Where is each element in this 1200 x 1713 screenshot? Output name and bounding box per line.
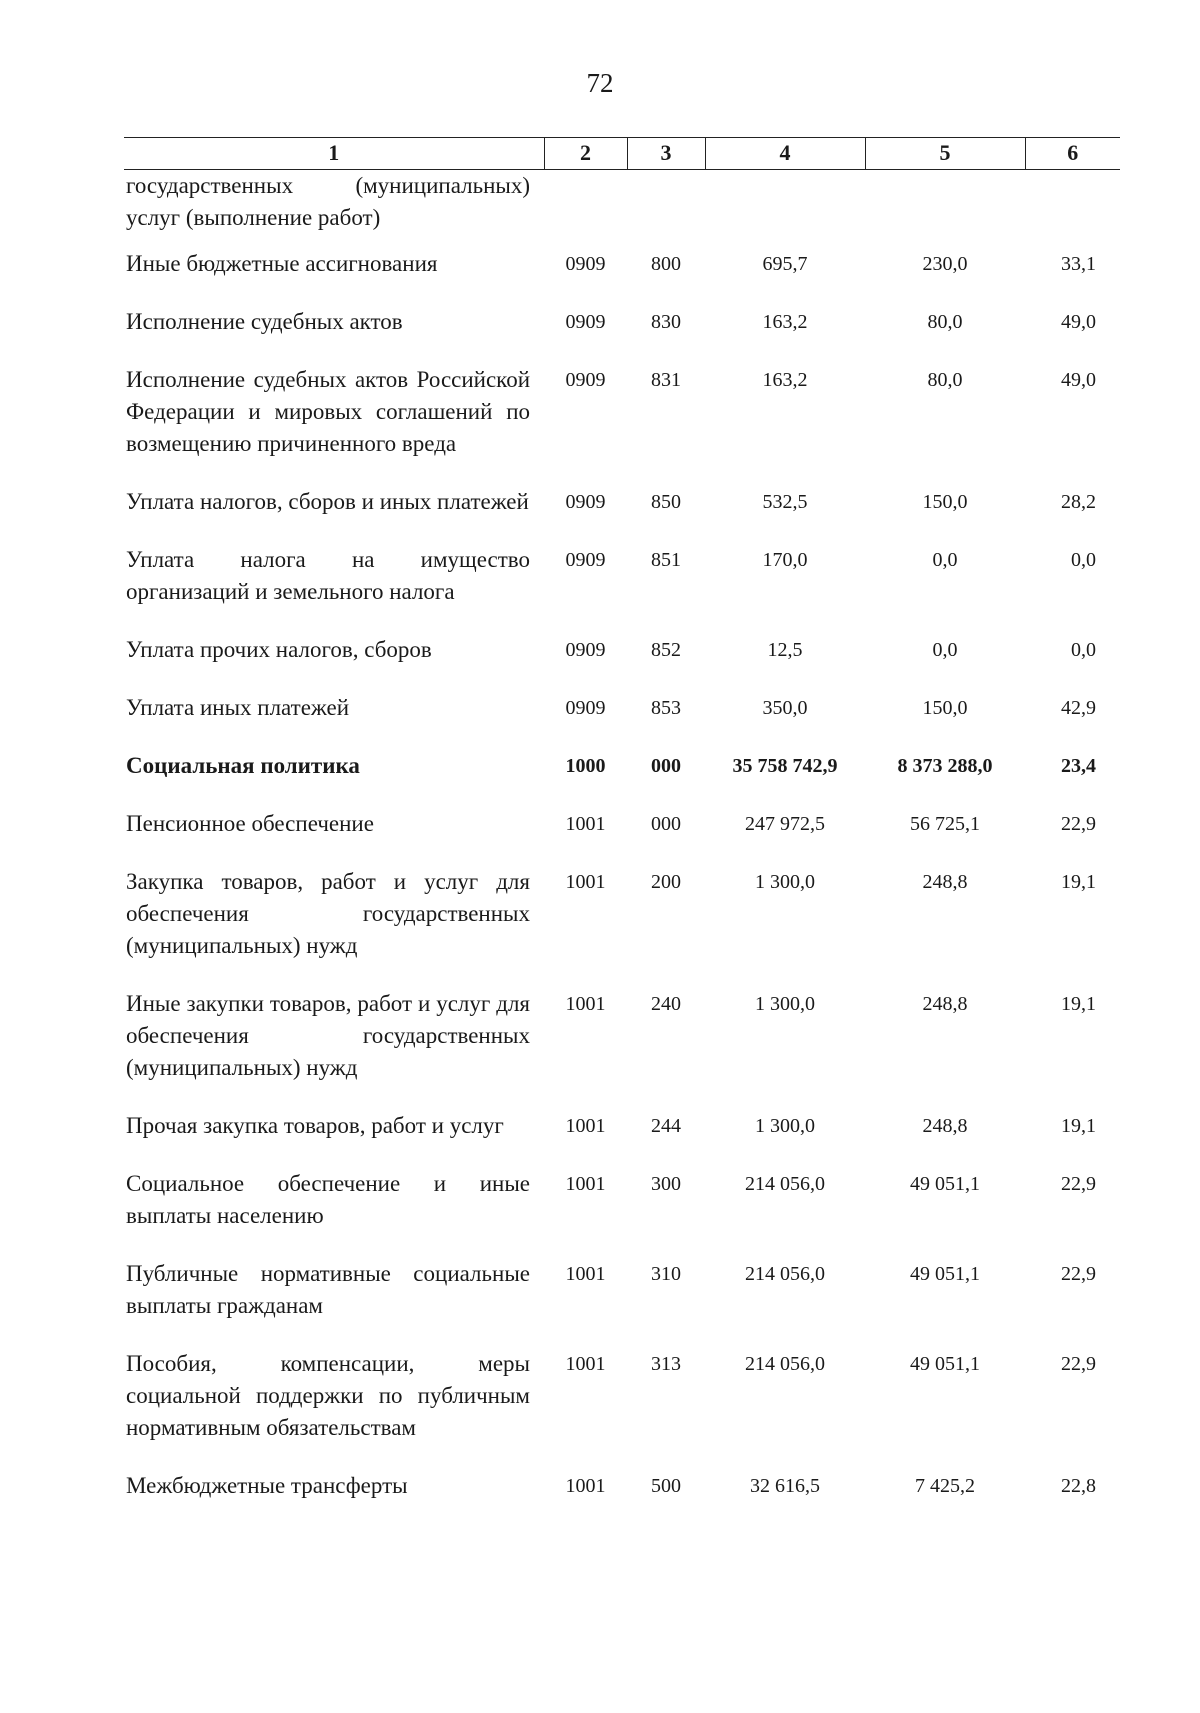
section-code: 0909: [565, 253, 606, 275]
table-row: [124, 1258, 1120, 1348]
table-row: [124, 248, 1120, 306]
plan-value: 350,0: [762, 697, 808, 719]
table-row: [124, 306, 1120, 364]
section-code: 0909: [565, 549, 606, 571]
plan-value: 12,5: [767, 639, 803, 661]
table-row: [124, 692, 1120, 750]
percent-value: [1025, 170, 1120, 249]
column-header: 3: [627, 138, 705, 170]
table-row: [124, 988, 1120, 1110]
section-code: 1001: [565, 1475, 606, 1497]
row-name: Иные бюджетные ассигнования: [126, 251, 438, 276]
expense-type-code: 850: [651, 491, 681, 513]
column-header: 1: [124, 138, 544, 170]
plan-value: 163,2: [762, 369, 808, 391]
expense-type-code: 244: [651, 1115, 681, 1137]
table-row: [124, 364, 1120, 486]
expense-type-code: 800: [651, 253, 681, 275]
percent-value: 23,4: [1061, 755, 1096, 777]
expense-type-code: 500: [651, 1475, 681, 1497]
actual-value: 230,0: [922, 253, 968, 275]
plan-value: 695,7: [762, 253, 808, 275]
expense-type-code: 310: [651, 1263, 681, 1285]
section-code: 0909: [565, 311, 606, 333]
column-header: 4: [705, 138, 865, 170]
expense-type-code: 240: [651, 993, 681, 1015]
percent-value: 19,1: [1061, 993, 1096, 1015]
table-row: [124, 808, 1120, 866]
table-row: [124, 1470, 1120, 1528]
expense-type-code: 830: [651, 311, 681, 333]
row-name: Социальное обеспечение и иные выплаты населению: [126, 1171, 530, 1228]
column-header: 2: [544, 138, 627, 170]
budget-table: [124, 137, 1120, 1528]
expense-type-code: [627, 170, 705, 249]
row-name: Межбюджетные трансферты: [126, 1473, 408, 1498]
actual-value: 49 051,1: [910, 1173, 980, 1195]
row-name: Публичные нормативные социальные выплаты гражданам: [126, 1261, 530, 1318]
row-name: Исполнение судебных актов: [126, 309, 403, 334]
section-code: 0909: [565, 369, 606, 391]
row-name: государственных (муниципальных) услуг (выполнение работ): [126, 173, 530, 230]
section-code: 1001: [565, 993, 606, 1015]
plan-value: 35 758 742,9: [732, 755, 838, 777]
expense-type-code: 851: [651, 549, 681, 571]
table-row: [124, 170, 1120, 249]
actual-value: 8 373 288,0: [897, 755, 993, 777]
plan-value: 247 972,5: [745, 813, 825, 835]
expense-type-code: 200: [651, 871, 681, 893]
section-code: 0909: [565, 639, 606, 661]
percent-value: 22,9: [1061, 813, 1096, 835]
row-name: Уплата прочих налогов, сборов: [126, 637, 432, 662]
actual-value: 150,0: [922, 491, 968, 513]
expense-type-code: 853: [651, 697, 681, 719]
plan-value: 214 056,0: [745, 1173, 825, 1195]
section-code: 1001: [565, 871, 606, 893]
page-number: 72: [586, 68, 614, 98]
actual-value: 80,0: [927, 369, 963, 391]
section-code: 0909: [565, 491, 606, 513]
percent-value: 22,9: [1061, 1263, 1096, 1285]
plan-value: 1 300,0: [755, 993, 815, 1015]
plan-value: 1 300,0: [755, 1115, 815, 1137]
actual-value: 7 425,2: [915, 1475, 975, 1497]
plan-value: 214 056,0: [745, 1263, 825, 1285]
table-row: [124, 866, 1120, 988]
percent-value: 19,1: [1061, 1115, 1096, 1137]
section-code: 1000: [565, 755, 606, 777]
section-code: 0909: [565, 697, 606, 719]
table-row: [124, 544, 1120, 634]
section-code: [544, 170, 627, 249]
row-name: Прочая закупка товаров, работ и услуг: [126, 1113, 504, 1138]
section-code: 1001: [565, 1263, 606, 1285]
actual-value: 248,8: [922, 1115, 968, 1137]
percent-value: 0,0: [1071, 639, 1096, 661]
table-row: [124, 1348, 1120, 1470]
actual-value: 150,0: [922, 697, 968, 719]
plan-value: 1 300,0: [755, 871, 815, 893]
row-name: Пособия, компенсации, меры социальной поддержки по публичным нормативным обязательствам: [126, 1351, 530, 1440]
expense-type-code: 313: [651, 1353, 681, 1375]
table-row: [124, 750, 1120, 808]
table-header: [124, 138, 1120, 170]
table-row: [124, 486, 1120, 544]
actual-value: 0,0: [932, 639, 958, 661]
column-header: 6: [1025, 138, 1120, 170]
percent-value: 42,9: [1061, 697, 1096, 719]
row-name: Уплата налогов, сборов и иных платежей: [126, 489, 529, 514]
percent-value: 22,8: [1061, 1475, 1096, 1497]
section-code: 1001: [565, 1115, 606, 1137]
percent-value: 22,9: [1061, 1173, 1096, 1195]
percent-value: 33,1: [1061, 253, 1096, 275]
actual-value: 56 725,1: [910, 813, 980, 835]
actual-value: 49 051,1: [910, 1263, 980, 1285]
percent-value: 49,0: [1061, 369, 1096, 391]
expense-type-code: 000: [651, 813, 681, 835]
row-name: Уплата иных платежей: [126, 695, 350, 720]
section-code: 1001: [565, 1353, 606, 1375]
expense-type-code: 300: [651, 1173, 681, 1195]
actual-value: 80,0: [927, 311, 963, 333]
table-body: [124, 170, 1120, 1529]
actual-value: [865, 170, 1025, 249]
percent-value: 28,2: [1061, 491, 1096, 513]
section-code: 1001: [565, 813, 606, 835]
column-header: 5: [865, 138, 1025, 170]
plan-value: 170,0: [762, 549, 808, 571]
percent-value: 22,9: [1061, 1353, 1096, 1375]
table-row: [124, 1168, 1120, 1258]
actual-value: 0,0: [932, 549, 958, 571]
percent-value: 0,0: [1071, 549, 1096, 571]
row-name: Пенсионное обеспечение: [126, 811, 374, 836]
row-name: Исполнение судебных актов Российской Федерации и мировых соглашений по возмещению причиненного вреда: [126, 367, 530, 456]
percent-value: 19,1: [1061, 871, 1096, 893]
actual-value: 49 051,1: [910, 1353, 980, 1375]
table-row: [124, 1110, 1120, 1168]
actual-value: 248,8: [922, 993, 968, 1015]
plan-value: 532,5: [762, 491, 808, 513]
expense-type-code: 852: [651, 639, 681, 661]
table-row: [124, 634, 1120, 692]
plan-value: 214 056,0: [745, 1353, 825, 1375]
row-name: Закупка товаров, работ и услуг для обеспечения государственных (муниципальных) нужд: [126, 869, 530, 958]
expense-type-code: 000: [651, 755, 681, 777]
row-name: Социальная политика: [126, 753, 360, 778]
percent-value: 49,0: [1061, 311, 1096, 333]
header-row: [124, 138, 1120, 170]
plan-value: [705, 170, 865, 249]
section-code: 1001: [565, 1173, 606, 1195]
row-name: Иные закупки товаров, работ и услуг для обеспечения государственных (муниципальных) нужд: [126, 991, 530, 1080]
plan-value: 32 616,5: [750, 1475, 820, 1497]
expense-type-code: 831: [651, 369, 681, 391]
row-name: Уплата налога на имущество организаций и земельного налога: [126, 547, 530, 604]
plan-value: 163,2: [762, 311, 808, 333]
actual-value: 248,8: [922, 871, 968, 893]
